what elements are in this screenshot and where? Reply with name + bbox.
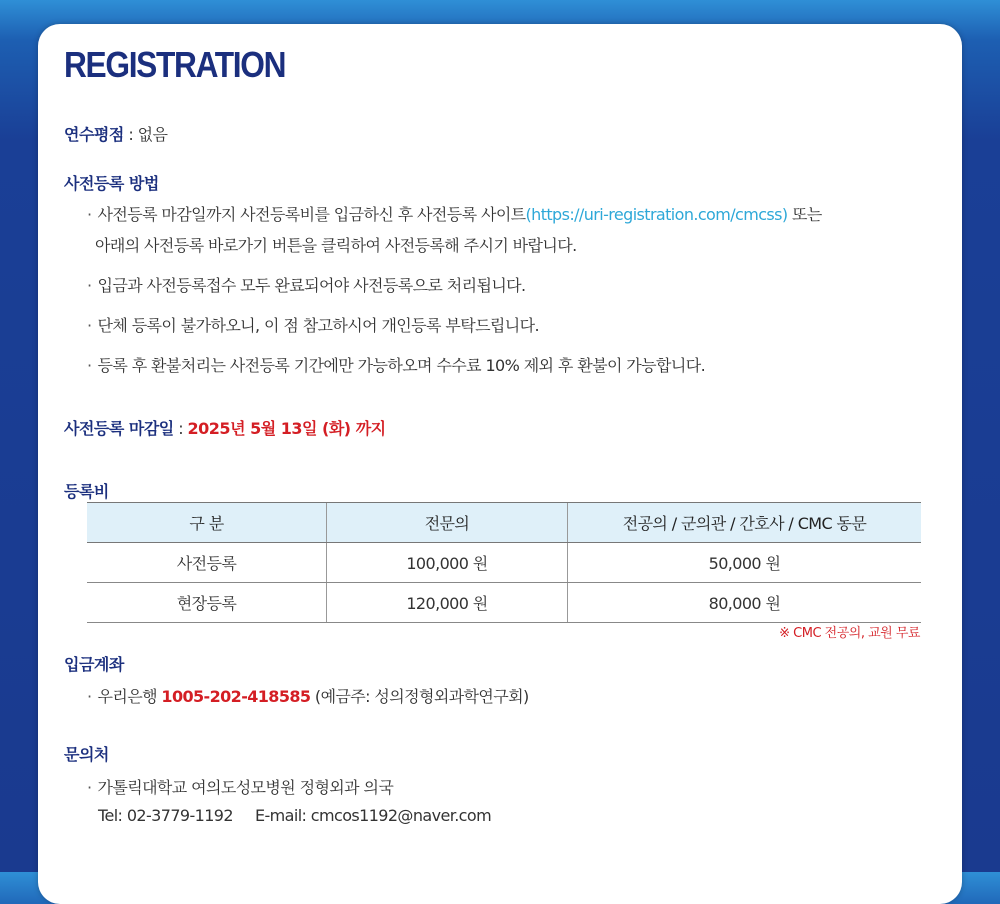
- table-row: [87, 583, 921, 623]
- method-item-3-text: 단체 등록이 불가하오니, 이 점 참고하시어 개인등록 부탁드립니다.: [97, 316, 539, 335]
- contact-email[interactable]: E-mail: cmcos1192@naver.com: [254, 806, 492, 825]
- contact-tel: Tel: 02-3779-1192: [98, 806, 233, 825]
- bullet-mark: ·: [87, 356, 92, 375]
- account-line: [87, 684, 529, 707]
- bullet-mark: ·: [87, 778, 92, 797]
- method-item-1-text: 사전등록 마감일까지 사전등록비를 입금하신 후 사전등록 사이트: [97, 205, 526, 224]
- fee-heading: 등록비: [64, 482, 109, 501]
- bullet-mark: ·: [87, 205, 92, 224]
- fee-table: [87, 502, 921, 623]
- account-heading: 입금계좌: [64, 655, 124, 674]
- registration-site-link[interactable]: (https://uri-registration.com/cmcss): [525, 205, 788, 224]
- content-card: [38, 24, 962, 904]
- credit-line: [64, 122, 167, 145]
- bullet-mark: ·: [87, 316, 92, 335]
- fee-table-header: [87, 503, 921, 543]
- table-cell: 100,000 원: [327, 543, 568, 583]
- method-item-4-text: 등록 후 환불처리는 사전등록 기간에만 가능하오며 수수료 10% 제외 후 환불이 가능합니다.: [97, 356, 706, 375]
- method-item-1-tail: 또는: [787, 205, 822, 224]
- method-item-2: [87, 273, 526, 296]
- table-cell: 50,000 원: [568, 543, 922, 583]
- table-row: [87, 543, 921, 583]
- column-header: 전문의: [327, 503, 568, 543]
- method-item-2-text: 입금과 사전등록접수 모두 완료되어야 사전등록으로 처리됩니다.: [97, 276, 526, 295]
- contact-org-line: [87, 775, 393, 798]
- credit-sep: :: [123, 125, 138, 144]
- account-number: 1005-202-418585: [161, 687, 311, 706]
- bullet-mark: ·: [87, 687, 92, 706]
- contact-heading: 문의처: [64, 745, 109, 764]
- method-item-3: [87, 313, 539, 336]
- contact-detail-line: [98, 806, 491, 825]
- table-cell: 120,000 원: [327, 583, 568, 623]
- table-cell: 현장등록: [87, 583, 327, 623]
- account-holder: (예금주: 성의정형외과학연구회): [310, 687, 529, 706]
- deadline-line: [64, 416, 386, 439]
- fee-note: ※ CMC 전공의, 교원 무료: [779, 626, 920, 641]
- method-item-1: [87, 202, 822, 225]
- column-header: 전공의 / 군의관 / 간호사 / CMC 동문: [568, 503, 922, 543]
- credit-value: 없음: [137, 125, 168, 144]
- credit-label: 연수평점: [64, 125, 124, 144]
- method-heading: 사전등록 방법: [64, 174, 159, 193]
- page-title: REGISTRATION: [64, 44, 286, 85]
- column-header: 구 분: [87, 503, 327, 543]
- deadline-label: 사전등록 마감일: [64, 419, 174, 438]
- table-cell: 80,000 원: [568, 583, 922, 623]
- deadline-date: 2025년 5월 13일 (화) 까지: [187, 419, 386, 438]
- deadline-sep: :: [173, 419, 188, 438]
- contact-org: 가톨릭대학교 여의도성모병원 정형외과 의국: [97, 778, 394, 797]
- method-item-1-continued: 아래의 사전등록 바로가기 버튼을 클릭하여 사전등록해 주시기 바랍니다.: [95, 236, 577, 255]
- table-cell: 사전등록: [87, 543, 327, 583]
- method-item-4: [87, 353, 705, 376]
- bullet-mark: ·: [87, 276, 92, 295]
- bank-name: 우리은행: [97, 687, 162, 706]
